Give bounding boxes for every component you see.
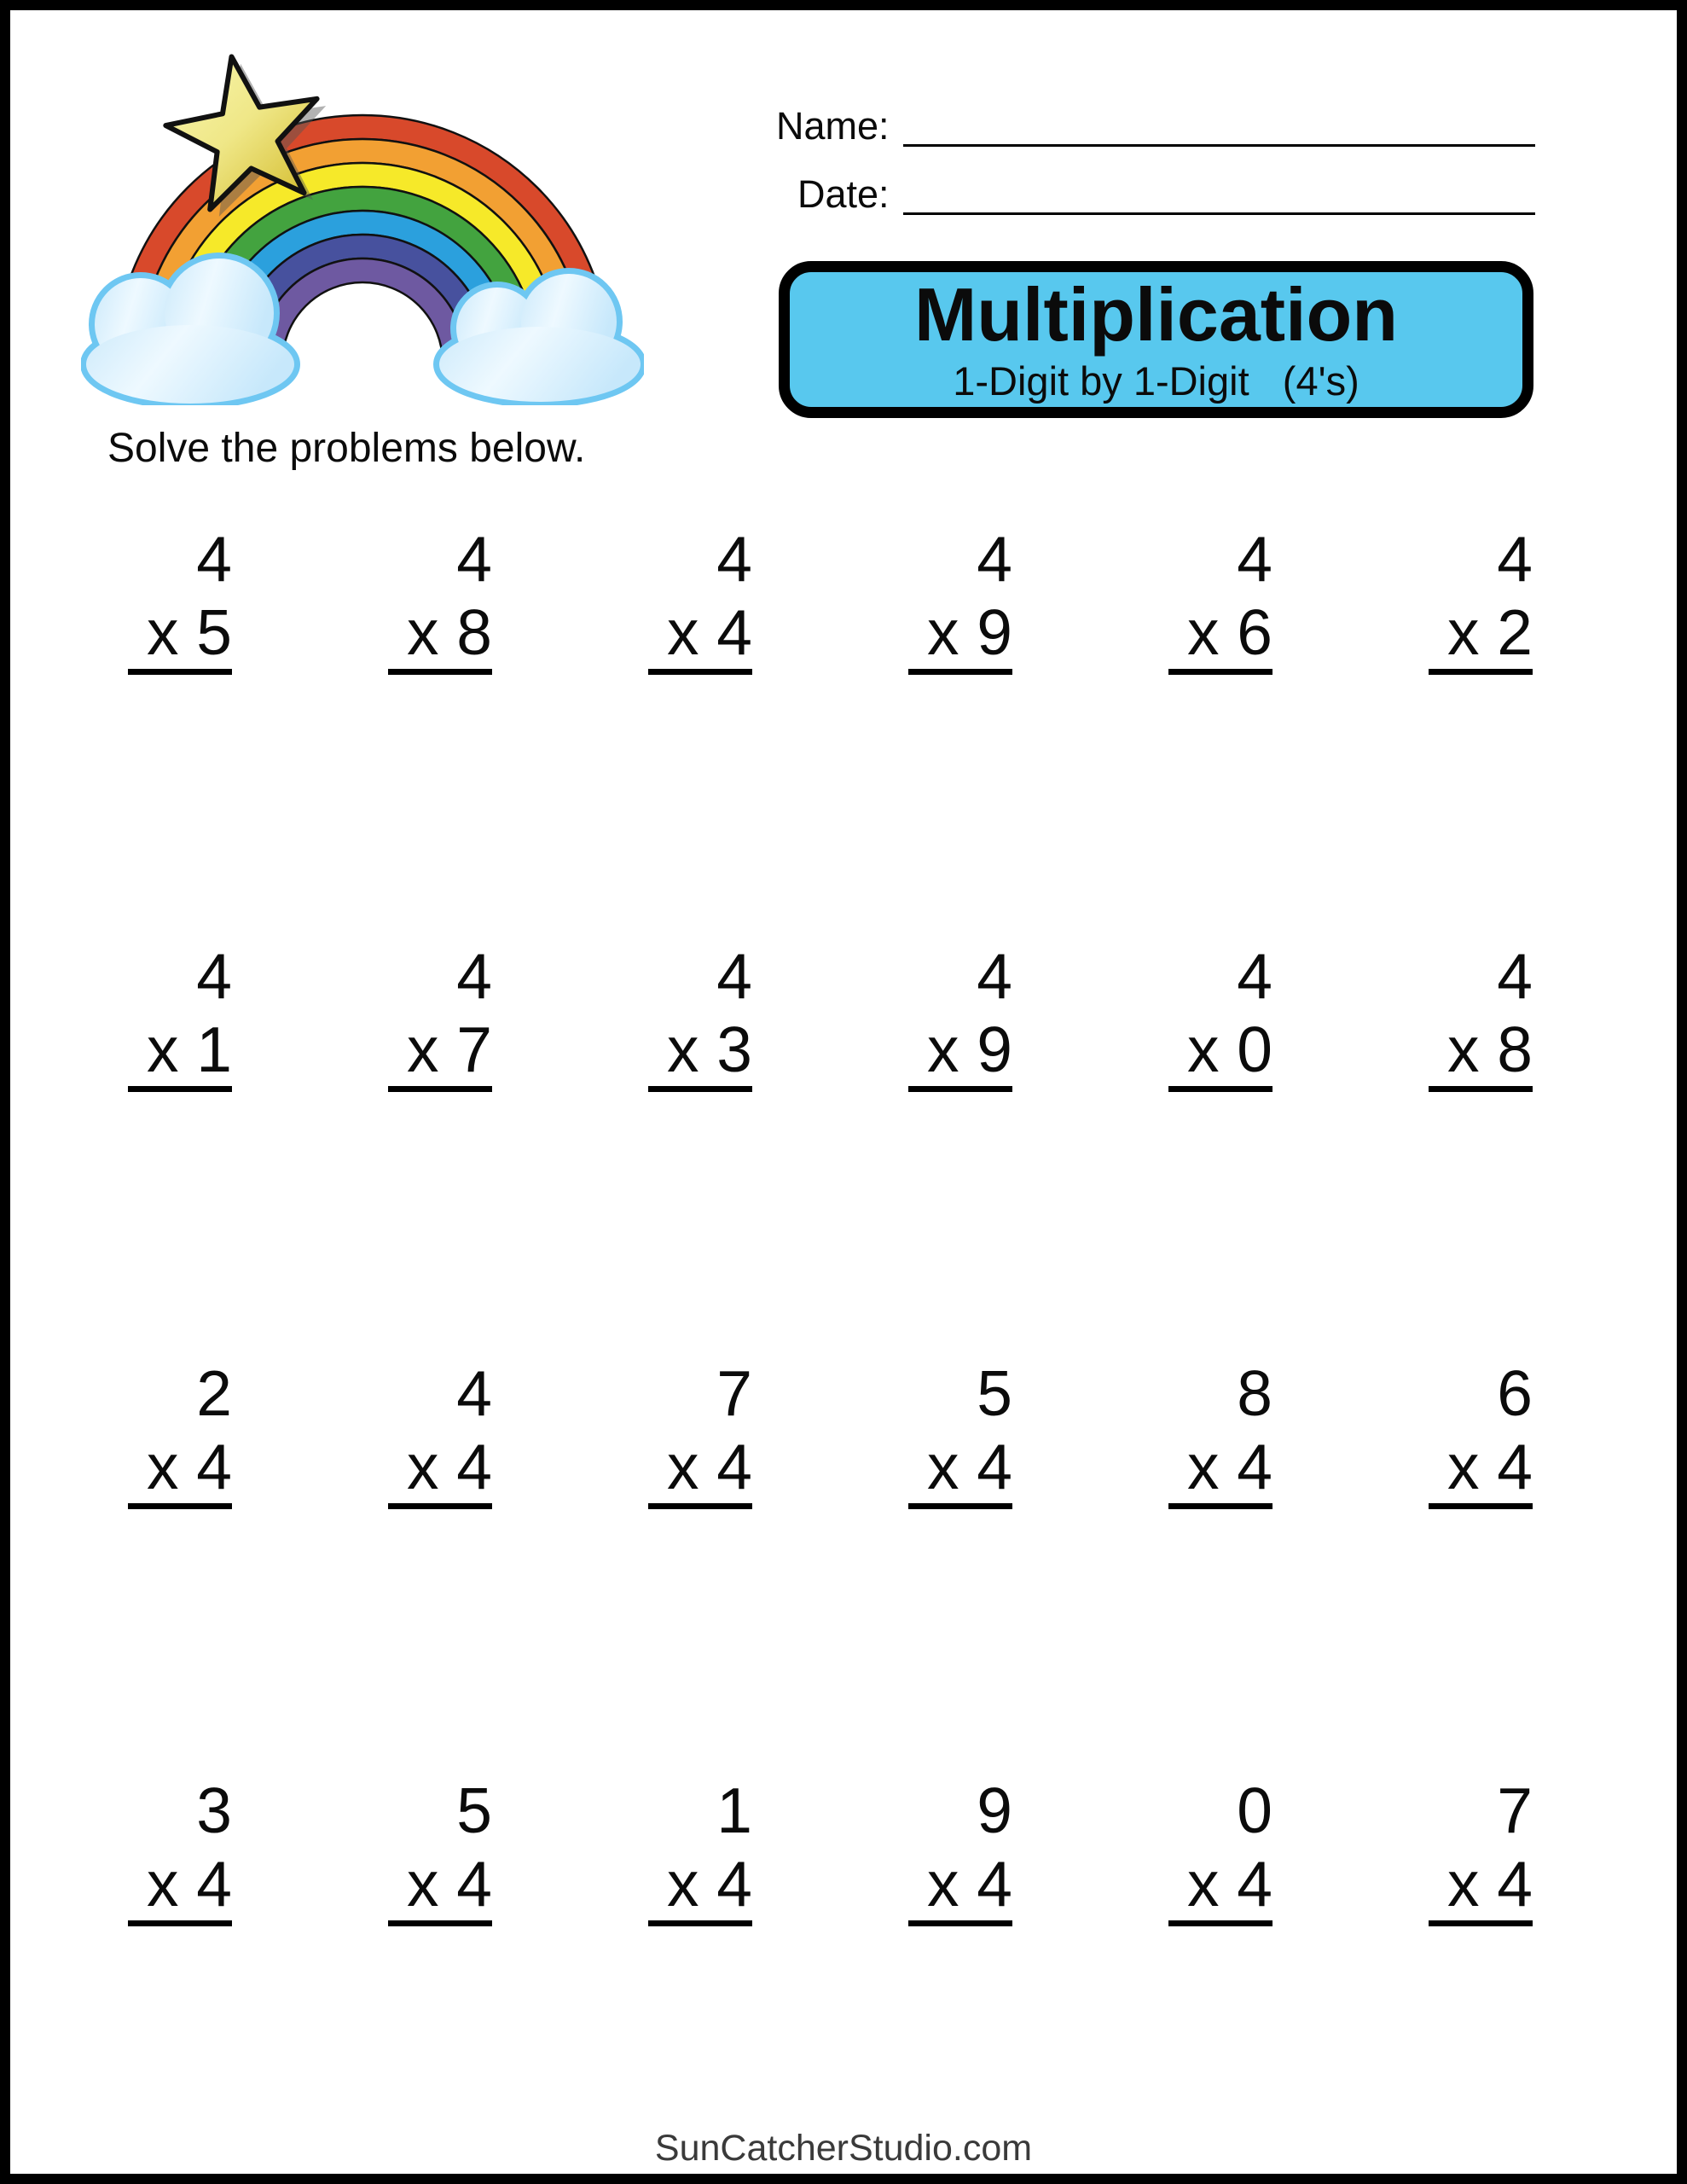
multiplier-line: x 4 xyxy=(926,1431,1012,1502)
multiplier-line: x 4 xyxy=(1446,1431,1533,1502)
multiplicand: 9 xyxy=(977,1774,1012,1846)
multiplication-problem xyxy=(648,1356,752,1509)
multiplication-problem xyxy=(648,522,752,675)
multiplication-problem xyxy=(908,1774,1012,1926)
multiplicand: 4 xyxy=(456,523,492,595)
multiplication-problem xyxy=(128,1774,232,1926)
multiplication-problem xyxy=(128,939,232,1092)
multiplication-problem xyxy=(908,522,1012,675)
multiplier-line: x 4 xyxy=(146,1431,232,1502)
multiplication-problem xyxy=(128,1356,232,1509)
multiplier-line: x 8 xyxy=(406,596,492,668)
multiplication-problem xyxy=(388,1774,492,1926)
multiplicand: 4 xyxy=(716,940,752,1012)
multiplicand: 4 xyxy=(716,523,752,595)
multiplier-line: x 4 xyxy=(1186,1431,1272,1502)
multiplicand: 4 xyxy=(1497,940,1533,1012)
multiplication-problem xyxy=(1429,939,1533,1092)
multiplier-line: x 4 xyxy=(926,1848,1012,1920)
multiplier-line: x 4 xyxy=(666,596,752,668)
multiplicand: 4 xyxy=(196,523,232,595)
multiplier-line: x 4 xyxy=(146,1848,232,1920)
multiplicand: 4 xyxy=(196,940,232,1012)
multiplicand: 1 xyxy=(716,1774,752,1846)
multiplicand: 4 xyxy=(977,940,1012,1012)
title-box xyxy=(779,261,1533,418)
multiplier-line: x 9 xyxy=(926,596,1012,668)
multiplication-problem xyxy=(1429,522,1533,675)
multiplication-problem xyxy=(648,939,752,1092)
cloud-icon xyxy=(439,274,641,402)
multiplicand: 6 xyxy=(1497,1357,1533,1429)
rainbow-graphic xyxy=(81,47,644,405)
multiplication-problem xyxy=(1429,1774,1533,1926)
multiplier-line: x 4 xyxy=(1446,1848,1533,1920)
multiplicand: 5 xyxy=(456,1774,492,1846)
rainbow-icon xyxy=(81,47,644,405)
multiplicand: 0 xyxy=(1237,1774,1272,1846)
multiplicand: 5 xyxy=(977,1357,1012,1429)
multiplier-line: x 2 xyxy=(1446,596,1533,668)
worksheet-title: Multiplication xyxy=(913,272,1399,357)
problems-grid xyxy=(128,522,1533,1926)
multiplier-line: x 1 xyxy=(146,1014,232,1085)
multiplication-problem xyxy=(1168,1774,1272,1926)
multiplier-line: x 4 xyxy=(406,1431,492,1502)
multiplier-line: x 7 xyxy=(406,1014,492,1085)
cloud-icon xyxy=(86,258,294,404)
multiplication-problem xyxy=(1168,939,1272,1092)
multiplication-problem xyxy=(1168,1356,1272,1509)
worksheet-subtitle: 1-Digit by 1-Digit (4's) xyxy=(953,358,1359,404)
multiplicand: 4 xyxy=(456,1357,492,1429)
multiplier-line: x 9 xyxy=(926,1014,1012,1085)
multiplicand: 7 xyxy=(1497,1774,1533,1846)
multiplicand: 3 xyxy=(196,1774,232,1846)
date-field xyxy=(797,172,1535,216)
multiplication-problem xyxy=(388,1356,492,1509)
name-field xyxy=(776,104,1535,148)
multiplier-line: x 4 xyxy=(666,1848,752,1920)
multiplicand: 4 xyxy=(456,940,492,1012)
multiplier-line: x 0 xyxy=(1186,1014,1272,1085)
multiplier-line: x 8 xyxy=(1446,1014,1533,1085)
multiplication-problem xyxy=(388,522,492,675)
multiplicand: 4 xyxy=(977,523,1012,595)
multiplication-problem xyxy=(1429,1356,1533,1509)
instruction-text: Solve the problems below. xyxy=(107,426,586,471)
multiplier-line: x 3 xyxy=(666,1014,752,1085)
multiplication-problem xyxy=(388,939,492,1092)
multiplicand: 4 xyxy=(1497,523,1533,595)
multiplication-problem xyxy=(1168,522,1272,675)
name-blank-line xyxy=(903,110,1535,147)
footer-credit: SunCatcherStudio.com xyxy=(654,2128,1033,2169)
multiplier-line: x 5 xyxy=(146,596,232,668)
date-label: Date: xyxy=(797,172,890,216)
multiplication-problem xyxy=(128,522,232,675)
multiplication-problem xyxy=(908,1356,1012,1509)
date-blank-line xyxy=(903,178,1535,215)
multiplier-line: x 4 xyxy=(406,1848,492,1920)
multiplication-problem xyxy=(908,939,1012,1092)
multiplier-line: x 6 xyxy=(1186,596,1272,668)
multiplicand: 2 xyxy=(196,1357,232,1429)
multiplication-problem xyxy=(648,1774,752,1926)
multiplicand: 4 xyxy=(1237,523,1272,595)
multiplier-line: x 4 xyxy=(1186,1848,1272,1920)
name-label: Name: xyxy=(776,104,890,148)
multiplier-line: x 4 xyxy=(666,1431,752,1502)
multiplicand: 4 xyxy=(1237,940,1272,1012)
multiplicand: 7 xyxy=(716,1357,752,1429)
multiplicand: 8 xyxy=(1237,1357,1272,1429)
